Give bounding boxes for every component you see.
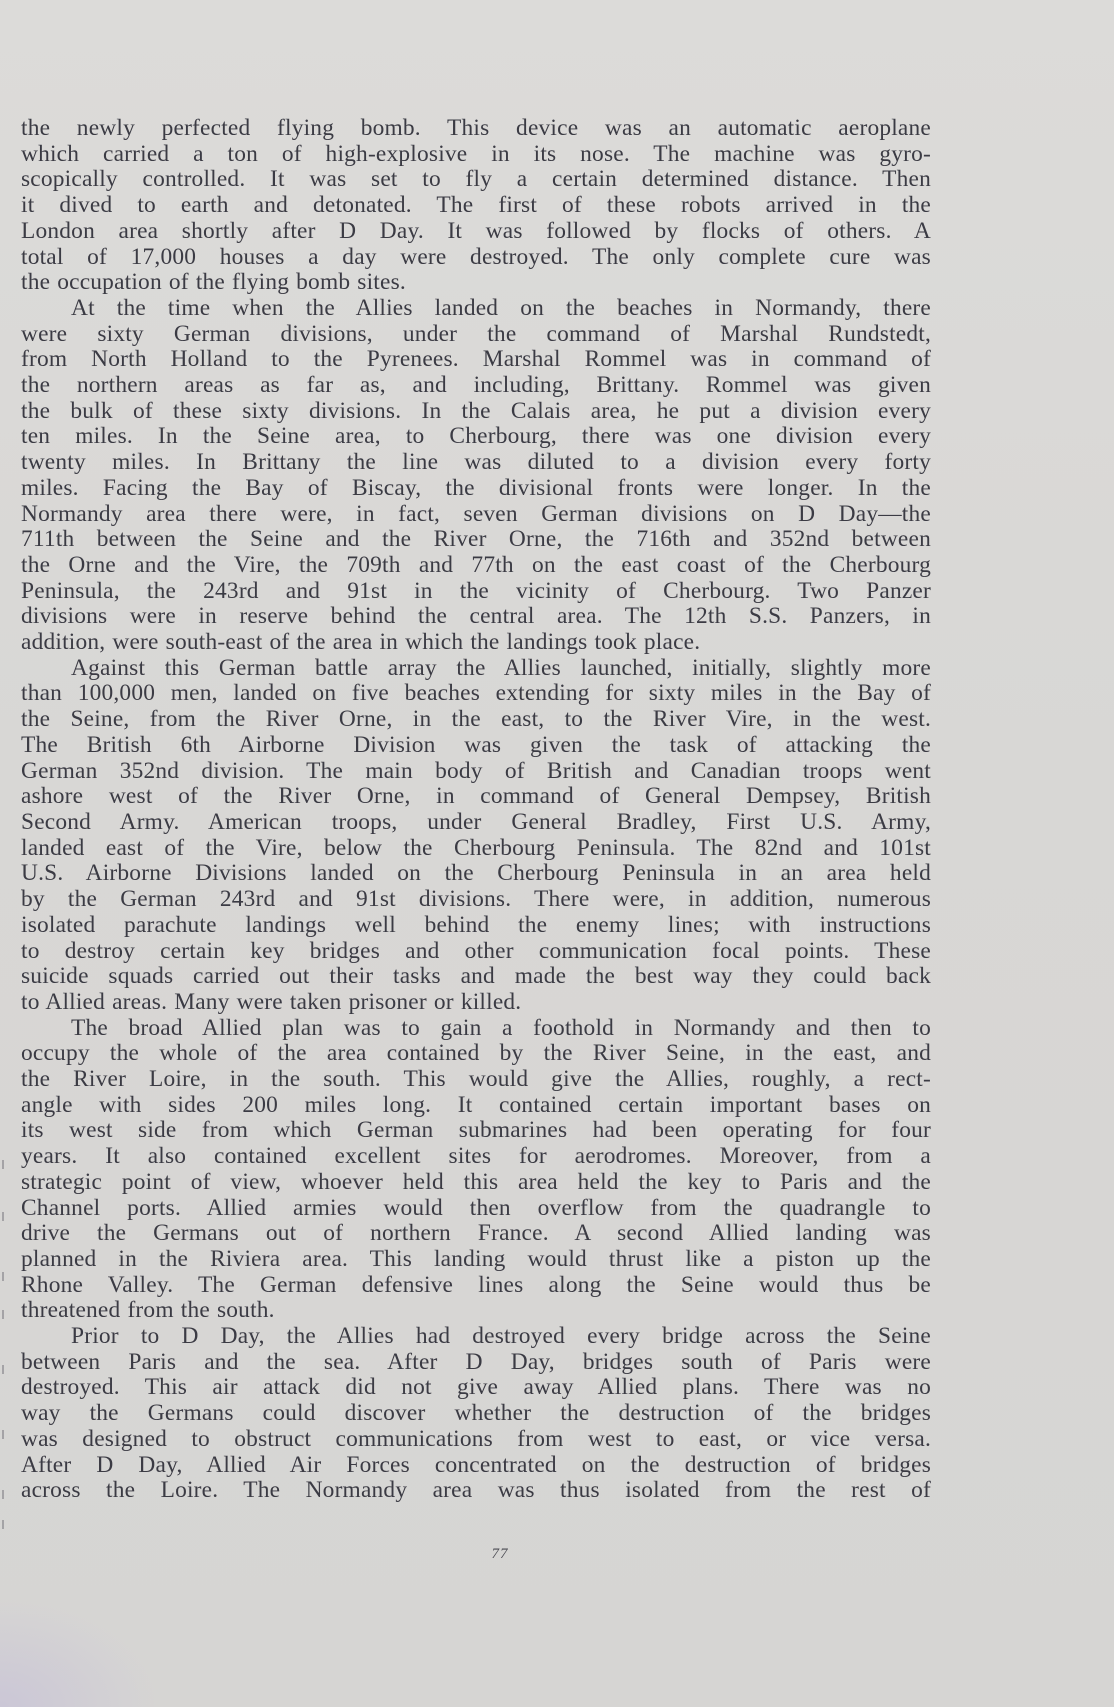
text-line: strategic point of view, whoever held this area held the key to Paris and the	[21, 1168, 931, 1195]
paragraph-2	[21, 296, 931, 656]
text-line: the newly perfected flying bomb. This device was an automatic aeroplane	[21, 115, 931, 141]
text-line: total of 17,000 houses a day were destroyed. The only complete cure was	[21, 243, 931, 270]
text-line: landed east of the Vire, below the Cherbourg Peninsula. The 82nd and 101st	[21, 834, 931, 861]
text-line: occupy the whole of the area contained by the River Seine, in the east, and	[21, 1040, 931, 1067]
text-line: suicide squads carried out their tasks and made the best way they could back	[21, 963, 931, 990]
text-line: Normandy area there were, in fact, seven German divisions on D Day—the	[21, 500, 931, 527]
text-line: After D Day, Allied Air Forces concentrated on the destruction of bridges	[21, 1451, 931, 1478]
body-text	[21, 116, 931, 1504]
page-number: 77	[491, 1546, 509, 1562]
text-line: U.S. Airborne Divisions landed on the Cherbourg Peninsula in an area held	[21, 860, 931, 887]
text-line: London area shortly after D Day. It was followed by flocks of others. A	[21, 217, 931, 244]
text-line: At the time when the Allies landed on the beaches in Normandy, there	[71, 294, 931, 321]
text-line: isolated parachute landings well behind the enemy lines; with instructions	[21, 911, 931, 938]
text-line: 711th between the Seine and the River Orne, the 716th and 352nd between	[21, 526, 931, 553]
text-line: it dived to earth and detonated. The first of these robots arrived in the	[21, 192, 931, 219]
text-line: between Paris and the sea. After D Day, bridges south of Paris were	[21, 1348, 931, 1375]
text-line: the bulk of these sixty divisions. In the Calais area, he put a division every	[21, 397, 931, 424]
text-line: the Seine, from the River Orne, in the east, to the River Vire, in the west.	[21, 706, 931, 733]
text-line: drive the Germans out of northern France. A second Allied landing was	[21, 1220, 931, 1247]
text-line: years. It also contained excellent sites for aerodromes. Moreover, from a	[21, 1143, 931, 1170]
text-line: across the Loire. The Normandy area was thus isolated from the rest of	[21, 1477, 931, 1504]
text-line: which carried a ton of high-explosive in its nose. The machine was gyro-	[21, 140, 931, 167]
text-line: The British 6th Airborne Division was given the task of attacking the	[21, 731, 931, 758]
text-line: by the German 243rd and 91st divisions. There were, in addition, numerous	[21, 886, 931, 913]
text-line: miles. Facing the Bay of Biscay, the divisional fronts were longer. In the	[21, 474, 931, 501]
text-line: the River Loire, in the south. This would give the Allies, roughly, a rect-	[21, 1066, 931, 1093]
text-line: Rhone Valley. The German defensive lines along the Seine would thus be	[21, 1271, 931, 1298]
text-line: the Orne and the Vire, the 709th and 77th on the east coast of the Cherbourg	[21, 551, 931, 578]
text-line: Peninsula, the 243rd and 91st in the vicinity of Cherbourg. Two Panzer	[21, 577, 931, 604]
text-line: the occupation of the flying bomb sites.	[21, 269, 406, 296]
paragraph-1	[21, 116, 931, 296]
text-line: addition, were south-east of the area in which the landings took place.	[21, 629, 701, 656]
text-line: threatened from the south.	[21, 1297, 275, 1324]
text-line: German 352nd division. The main body of British and Canadian troops went	[21, 757, 931, 784]
text-line: way the Germans could discover whether the destruction of the bridges	[21, 1400, 931, 1427]
text-line: from North Holland to the Pyrenees. Marshal Rommel was in command of	[21, 346, 931, 373]
text-line: the northern areas as far as, and including, Brittany. Rommel was given	[21, 372, 931, 399]
text-line: its west side from which German submarines had been operating for four	[21, 1117, 931, 1144]
text-line: twenty miles. In Brittany the line was diluted to a division every forty	[21, 449, 931, 476]
text-line: destroyed. This air attack did not give away Allied plans. There was no	[21, 1374, 931, 1401]
text-line: to destroy certain key bridges and other communication focal points. These	[21, 937, 931, 964]
text-line: than 100,000 men, landed on five beaches extending for sixty miles in the Bay of	[21, 680, 931, 707]
paragraph-5	[21, 1324, 931, 1504]
paragraph-4	[21, 1016, 931, 1324]
text-line: Prior to D Day, the Allies had destroyed every bridge across the Seine	[71, 1323, 931, 1350]
text-line: scopically controlled. It was set to fly a certain determined distance. Then	[21, 166, 931, 193]
text-line: The broad Allied plan was to gain a foothold in Normandy and then to	[71, 1014, 931, 1041]
text-line: planned in the Riviera area. This landing would thrust like a piston up the	[21, 1245, 931, 1272]
paragraph-3	[21, 656, 931, 1016]
text-line: Against this German battle array the Allies launched, initially, slightly more	[71, 654, 931, 681]
text-line: ashore west of the River Orne, in command of General Dempsey, British	[21, 783, 931, 810]
text-line: were sixty German divisions, under the command of Marshal Rundstedt,	[21, 320, 931, 347]
text-line: divisions were in reserve behind the central area. The 12th S.S. Panzers, in	[21, 603, 931, 630]
text-line: to Allied areas. Many were taken prisoner or killed.	[21, 988, 522, 1015]
text-line: Second Army. American troops, under General Bradley, First U.S. Army,	[21, 808, 931, 835]
text-line: Channel ports. Allied armies would then overflow from the quadrangle to	[21, 1194, 931, 1221]
page-corner-shadow	[0, 1597, 160, 1707]
text-line: was designed to obstruct communications from west to east, or vice versa.	[21, 1425, 931, 1452]
text-line: ten miles. In the Seine area, to Cherbourg, there was one division every	[21, 423, 931, 450]
binding-margin-marks	[0, 1160, 8, 1540]
text-line: angle with sides 200 miles long. It contained certain important bases on	[21, 1091, 931, 1118]
